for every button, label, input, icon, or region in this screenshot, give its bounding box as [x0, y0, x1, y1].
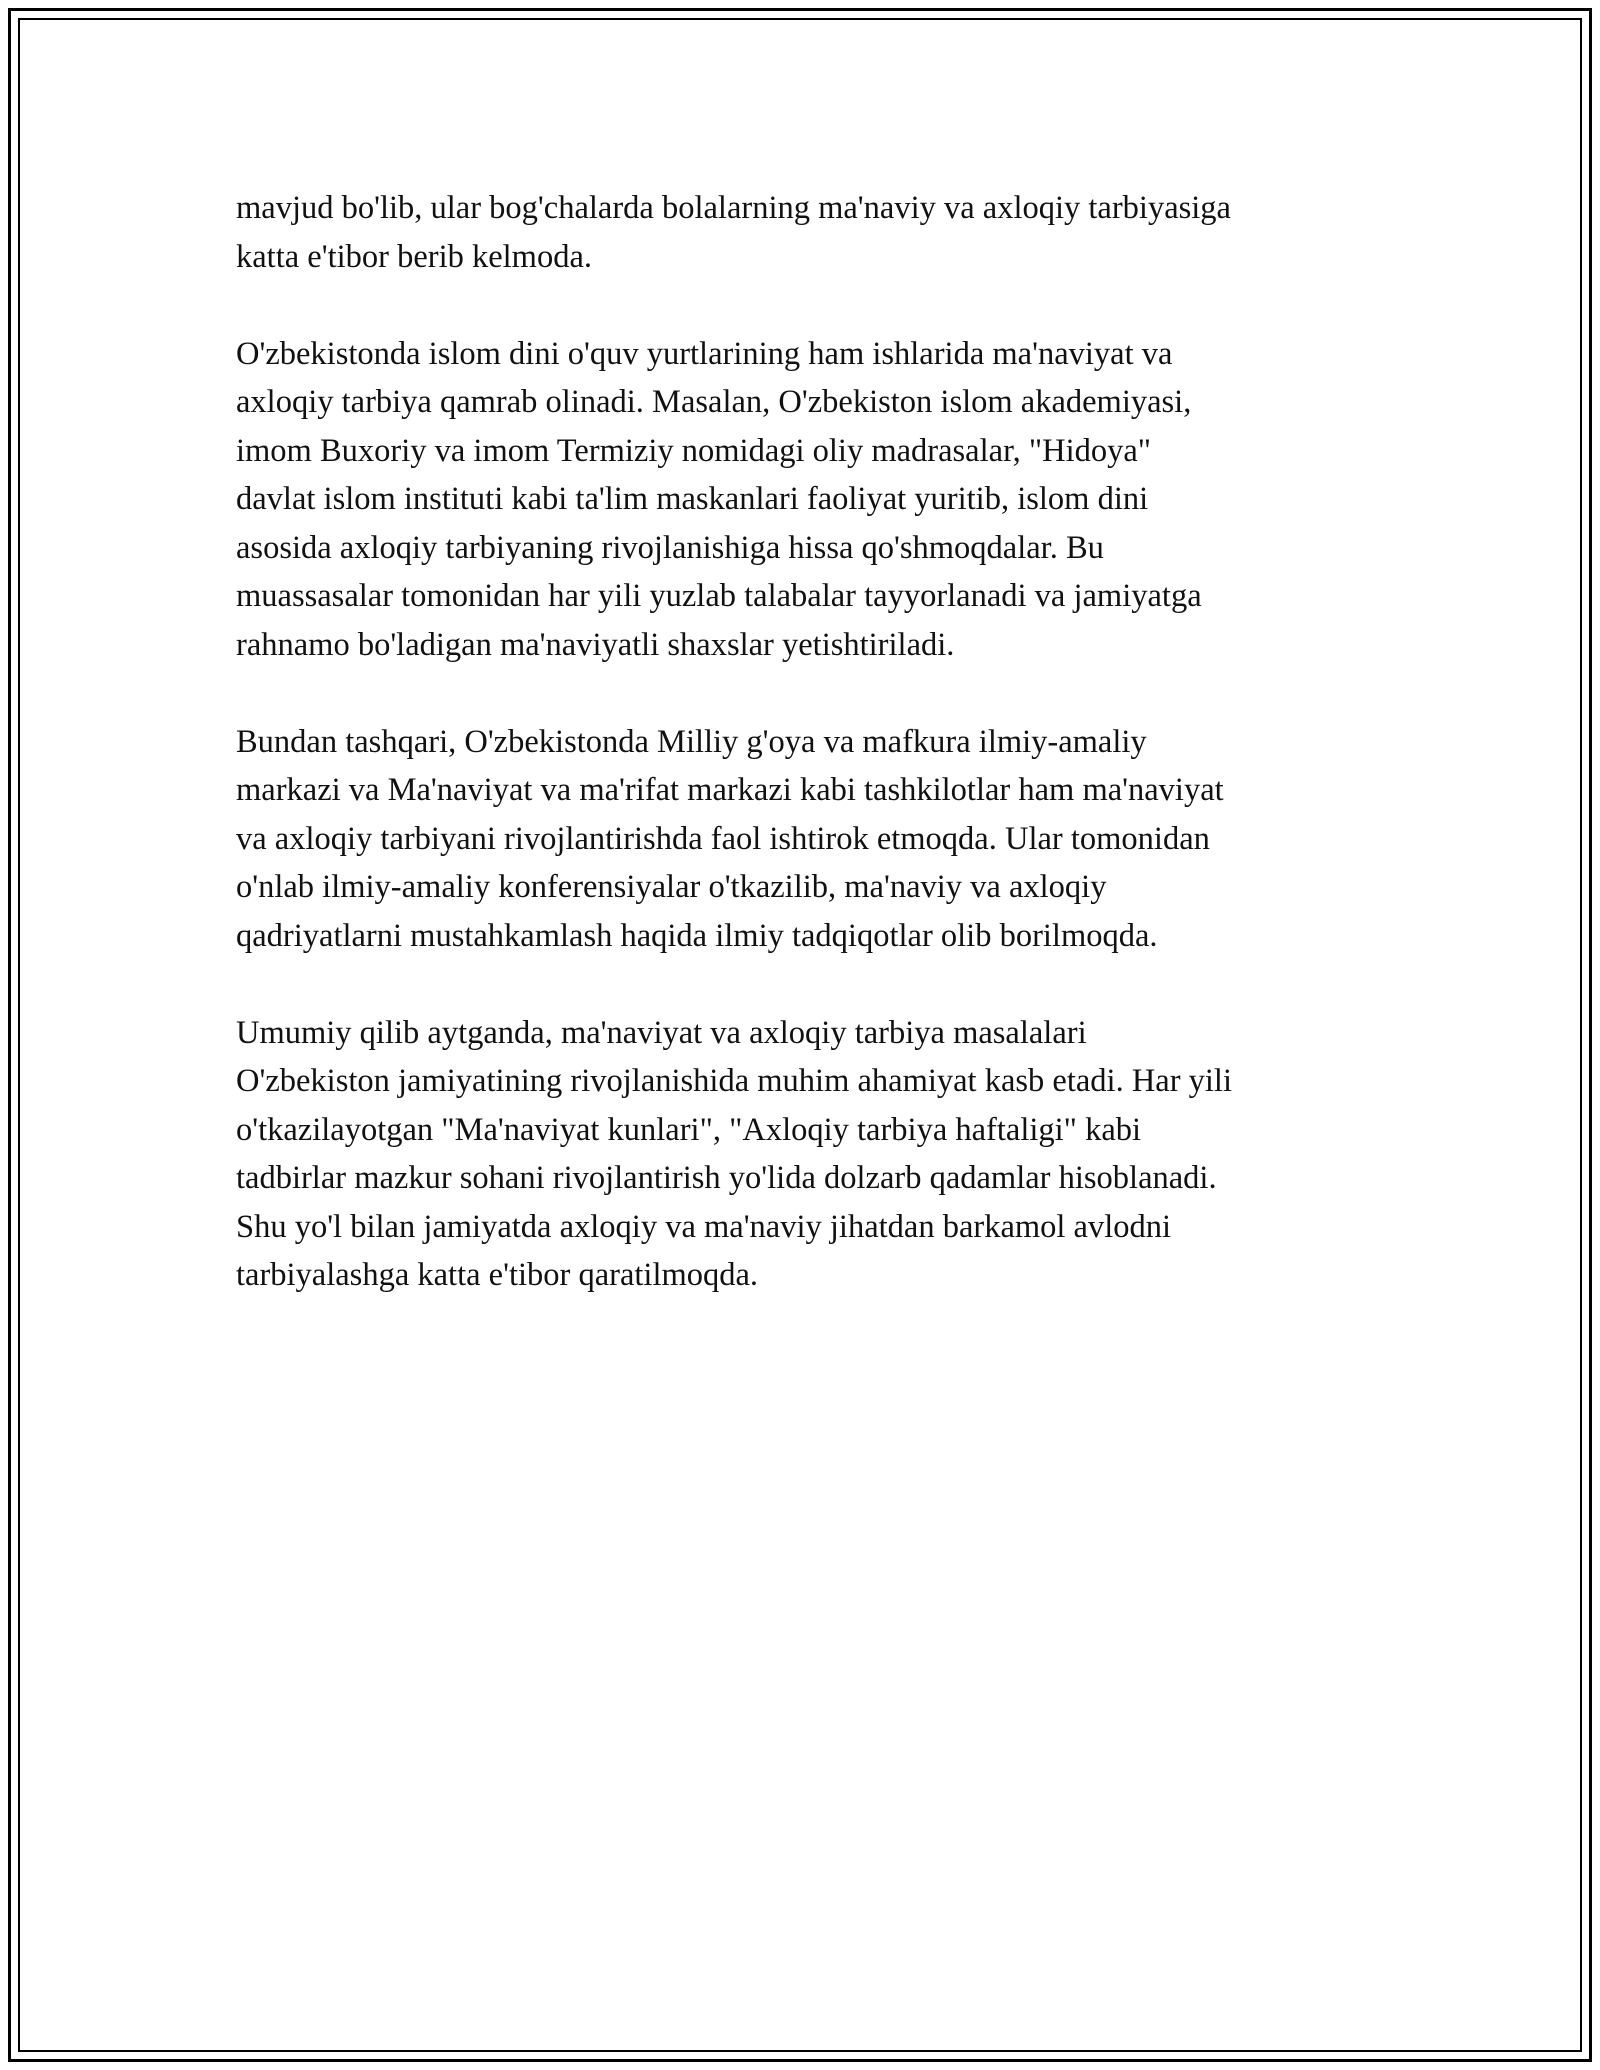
text-line: asosida axloqiy tarbiyaning rivojlanishiga hissa qo'shmoqdalar. Bu [236, 529, 1104, 566]
text-line: tadbirlar mazkur sohani rivojlantirish yo'lida dolzarb qadamlar hisoblanadi. [236, 1160, 1217, 1196]
paragraph-1 [236, 184, 1366, 281]
text-line: Shu yo'l bilan jamiyatda axloqiy va ma'naviy jihatdan barkamol avlodni [236, 1208, 1172, 1245]
text-line: mavjud bo'lib, ular bog'chalarda bolalarning ma'naviy va axloqiy tarbiyasiga [236, 190, 1231, 226]
text-line: O'zbekistonda islom dini o'quv yurtlarining ham ishlarida ma'naviyat va [236, 335, 1173, 372]
text-line: markazi va Ma'naviyat va ma'rifat markazi kabi tashkilotlar ham ma'naviyat [236, 772, 1224, 808]
paragraph-3 [236, 718, 1366, 961]
text-line: Umumiy qilib aytganda, ma'naviyat va axloqiy tarbiya masalalari [236, 1014, 1087, 1051]
paragraph-4 [236, 1009, 1366, 1300]
text-line: Bundan tashqari, O'zbekistonda Milliy g'oya va mafkura ilmiy-amaliy [236, 723, 1147, 760]
text-line: o'tkazilayotgan "Ma'naviyat kunlari", "Axloqiy tarbiya haftaligi" kabi [236, 1111, 1142, 1148]
text-line: axloqiy tarbiya qamrab olinadi. Masalan, O'zbekiston islom akademiyasi, [236, 384, 1192, 420]
paragraph-2 [236, 330, 1366, 670]
text-line: tarbiyalashga katta e'tibor qaratilmoqda. [236, 1257, 759, 1293]
text-line: imom Buxoriy va imom Termiziy nomidagi oliy madrasalar, "Hidoya" [236, 432, 1152, 469]
text-line: muassasalar tomonidan har yili yuzlab talabalar tayyorlanadi va jamiyatga [236, 578, 1202, 614]
text-line: katta e'tibor berib kelmoda. [236, 238, 593, 275]
text-line: va axloqiy tarbiyani rivojlantirishda faol ishtirok etmoqda. Ular tomonidan [236, 820, 1210, 857]
text-line: qadriyatlarni mustahkamlash haqida ilmiy tadqiqotlar olib borilmoqda. [236, 917, 1158, 954]
text-line: davlat islom instituti kabi ta'lim maskanlari faoliyat yuritib, islom dini [236, 481, 1149, 517]
text-line: o'nlab ilmiy-amaliy konferensiyalar o'tkazilib, ma'naviy va axloqiy [236, 869, 1107, 905]
text-line: O'zbekiston jamiyatining rivojlanishida muhim ahamiyat kasb etadi. Har yili [236, 1063, 1232, 1099]
text-line: rahnamo bo'ladigan ma'naviyatli shaxslar yetishtiriladi. [236, 626, 955, 663]
document-body [236, 184, 1366, 1348]
